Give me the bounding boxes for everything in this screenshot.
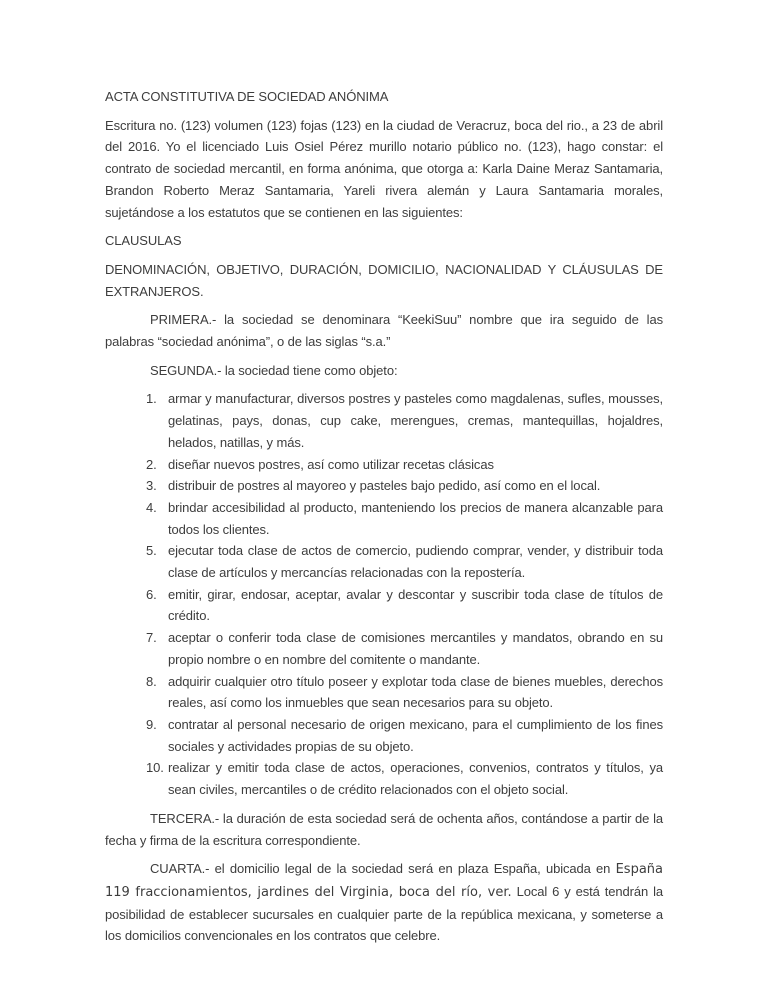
denominacion-heading: DENOMINACIÓN, OBJETIVO, DURACIÓN, DOMICILIO, NACIONALIDAD Y CLÁUSULAS DE EXTRANJEROS. bbox=[105, 261, 663, 299]
objective-item-1: armar y manufacturar, diversos postres y pasteles como magdalenas, sufles, mousses, gelatinas, pays, donas, cup cake, merengues, cremas, mantequillas, hojaldres, helados, natillas, y más. bbox=[168, 391, 663, 450]
clause-tercera: TERCERA.- la duración de esta sociedad será de ochenta años, contándose a partir de la fecha y firma de la escritura correspondiente. bbox=[105, 810, 663, 848]
clause-segunda: SEGUNDA.- la sociedad tiene como objeto: bbox=[150, 362, 398, 378]
cuarta-address-altfont: España 119 fraccionamientos, jardines del Virginia, boca del río, ver. bbox=[105, 862, 663, 900]
objective-item-10: realizar y emitir toda clase de actos, operaciones, convenios, contratos y títulos, ya sean civiles, mercantiles o de crédito relacionados con el objeto social. bbox=[168, 760, 663, 798]
clause-cuarta bbox=[105, 858, 663, 947]
objective-item-8: adquirir cualquier otro título poseer y explotar toda clase de bienes muebles, derechos reales, así como los inmuebles que sean necesarios para su objeto. bbox=[168, 673, 663, 711]
objective-item-3: distribuir de postres al mayoreo y pasteles bajo pedido, así como en el local. bbox=[168, 478, 601, 494]
objectives-list bbox=[105, 388, 663, 800]
document-title: ACTA CONSTITUTIVA DE SOCIEDAD ANÓNIMA bbox=[105, 89, 389, 104]
clause-primera: PRIMERA.- la sociedad se denominara “KeekiSuu” nombre que ira seguido de las palabras “sociedad anónima”, o de las siglas “s.a.” bbox=[105, 312, 663, 350]
objective-item-9: contratar al personal necesario de origen mexicano, para el cumplimiento de los fines sociales y actividades propias de su objeto. bbox=[168, 716, 663, 754]
clausulas-heading: CLAUSULAS bbox=[105, 233, 182, 249]
objective-item-4: brindar accesibilidad al producto, manteniendo los precios de manera alcanzable para todos los clientes. bbox=[168, 499, 663, 537]
cuarta-text-end: Local 6 y está tendrán la posibilidad de establecer sucursales en cualquier parte de la república mexicana, y someterse a los domicilios convencionales en los contratos que celebre. bbox=[105, 883, 663, 944]
objective-item-5: ejecutar toda clase de actos de comercio, pudiendo comprar, vender, y distribuir toda clase de artículos y mercancías relacionadas con la repostería. bbox=[168, 543, 663, 581]
objective-item-7: aceptar o conferir toda clase de comisiones mercantiles y mandatos, obrando en su propio nombre o en nombre del comitente o mandante. bbox=[168, 630, 663, 667]
cuarta-text-start: CUARTA.- el domicilio legal de la sociedad será en plaza España, ubicada en bbox=[150, 861, 616, 877]
objective-item-2: diseñar nuevos postres, así como utilizar recetas clásicas bbox=[168, 456, 494, 472]
objective-item-6: emitir, girar, endosar, aceptar, avalar y descontar y suscribir toda clase de títulos de crédito. bbox=[168, 586, 663, 624]
intro-paragraph: Escritura no. (123) volumen (123) fojas (123) en la ciudad de Veracruz, boca del rio., a 23 de abril del 2016. Yo el licenciado Luis Osiel Pérez murillo notario público no. (123), hago constar: el contrato de sociedad mercantil, en forma anónima, que otorga a: Karla Daine Meraz Santamaria, Brandon Roberto Meraz Santamaria, Yareli rivera alemán y Laura Santamaria morales, sujetándose a los estatutos que se contienen en las siguientes: bbox=[105, 117, 663, 220]
